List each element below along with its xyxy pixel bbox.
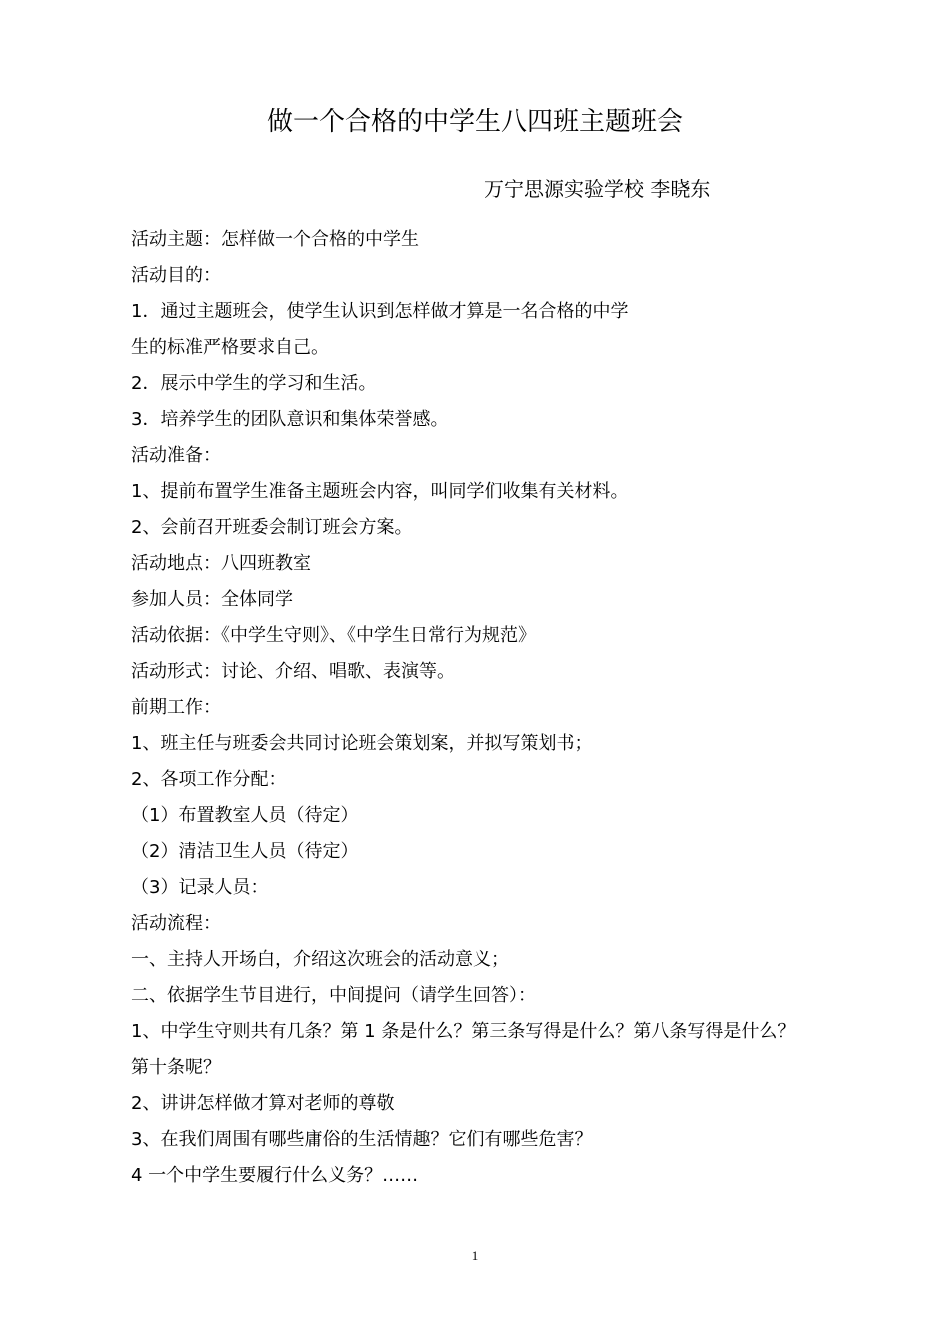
paragraph-line: 活动准备：: [131, 445, 221, 466]
paragraph-line: 3．培养学生的团队意识和集体荣誉感。: [131, 409, 449, 430]
paragraph-line: 1、班主任与班委会共同讨论班会策划案，并拟写策划书；: [131, 733, 593, 754]
document-title: 做一个合格的中学生八四班主题班会: [266, 107, 683, 137]
paragraph-line: 1、中学生守则共有几条？第 1 条是什么？第三条写得是什么？第八条写得是什么？: [131, 1021, 796, 1042]
paragraph-line: 1．通过主题班会，使学生认识到怎样做才算是一名合格的中学: [131, 301, 629, 322]
paragraph-line: 第十条呢？: [131, 1057, 221, 1078]
paragraph-line: （2）清洁卫生人员（待定）: [131, 841, 359, 862]
document-body: [131, 222, 836, 1194]
paragraph-line: 1、提前布置学生准备主题班会内容，叫同学们收集有关材料。: [131, 481, 629, 502]
paragraph-line: 活动依据：《中学生守则》、《中学生日常行为规范》: [131, 625, 536, 646]
paragraph-line: 参加人员：全体同学: [131, 589, 293, 610]
paragraph-line: 二、依据学生节目进行，中间提问（请学生回答）：: [131, 985, 536, 1006]
page-number: 1: [471, 1248, 479, 1263]
paragraph-line: 活动地点：八四班教室: [131, 553, 311, 574]
paragraph-line: （3）记录人员：: [131, 877, 269, 898]
paragraph-line: 活动形式：讨论、介绍、唱歌、表演等。: [131, 661, 455, 682]
paragraph-line: 2、讲讲怎样做才算对老师的尊敬: [131, 1093, 395, 1114]
paragraph-line: 生的标准严格要求自己。: [131, 337, 329, 358]
author-line: 万宁思源实验学校 李晓东: [484, 177, 711, 201]
paragraph-line: 活动流程：: [131, 913, 221, 934]
paragraph-line: 4 一个中学生要履行什么义务？……: [131, 1165, 419, 1186]
paragraph-line: 活动目的：: [131, 265, 221, 286]
paragraph-line: 活动主题：怎样做一个合格的中学生: [131, 229, 419, 250]
paragraph-line: 3、在我们周围有哪些庸俗的生活情趣？它们有哪些危害？: [131, 1129, 593, 1150]
paragraph-line: （1）布置教室人员（待定）: [131, 805, 359, 826]
paragraph-line: 前期工作：: [131, 697, 221, 718]
paragraph-line: 2．展示中学生的学习和生活。: [131, 373, 377, 394]
paragraph-line: 一、主持人开场白，介绍这次班会的活动意义；: [131, 949, 509, 970]
paragraph-line: 2、各项工作分配：: [131, 769, 287, 790]
paragraph-line: 2、会前召开班委会制订班会方案。: [131, 517, 413, 538]
